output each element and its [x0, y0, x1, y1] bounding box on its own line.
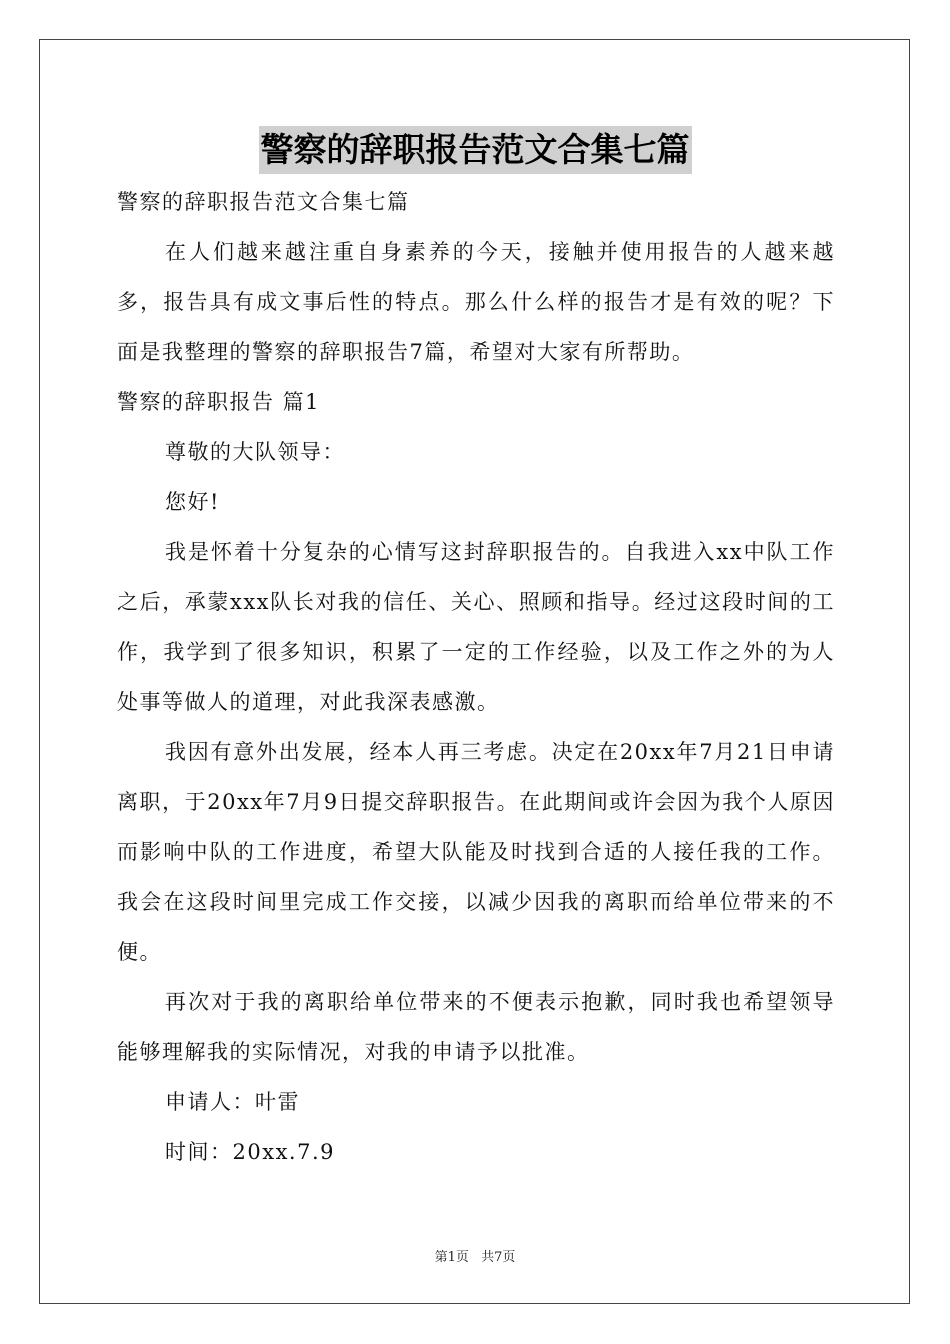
- body-paragraph: 我是怀着十分复杂的心情写这封辞职报告的。自我进入xx中队工作之后，承蒙xxx队长对我的信任、关心、照顾和指导。经过这段时间的工作，我学到了很多知识，积累了一定的工作经验，以及工作之外的为人处事等做人的道理，对此我深表感激。: [117, 540, 835, 714]
- body-paragraph: 我因有意外出发展，经本人再三考虑。决定在20xx年7月21日申请离职，于20xx年7月9日提交辞职报告。在此期间或许会因为我个人原因而影响中队的工作进度，希望大队能及时找到合适的人接任我的工作。我会在这段时间里完成工作交接，以减少因我的离职而给单位带来的不便。: [117, 740, 835, 964]
- document-body: [117, 177, 835, 1177]
- title-area: [0, 126, 950, 174]
- intro-paragraph: 在人们越来越注重自身素养的今天，接触并使用报告的人越来越多，报告具有成文事后性的特点。那么什么样的报告才是有效的呢？下面是我整理的警察的辞职报告7篇，希望对大家有所帮助。: [117, 240, 835, 364]
- page-total: 共7页: [481, 1250, 516, 1265]
- page-number: 第1页: [434, 1250, 469, 1265]
- document-title: 警察的辞职报告范文合集七篇: [259, 126, 692, 174]
- page-footer: [0, 1246, 950, 1265]
- body-paragraph: 再次对于我的离职给单位带来的不便表示抱歉，同时我也希望领导能够理解我的实际情况，对我的申请予以批准。: [117, 990, 835, 1064]
- section-heading: 警察的辞职报告 篇1: [117, 390, 321, 414]
- greeting: 您好!: [165, 490, 220, 514]
- applicant-line: 申请人：叶雷: [165, 1090, 300, 1114]
- document-subtitle: 警察的辞职报告范文合集七篇: [117, 190, 410, 214]
- date-line: 时间：20xx.7.9: [165, 1140, 335, 1164]
- salutation: 尊敬的大队领导：: [165, 440, 345, 464]
